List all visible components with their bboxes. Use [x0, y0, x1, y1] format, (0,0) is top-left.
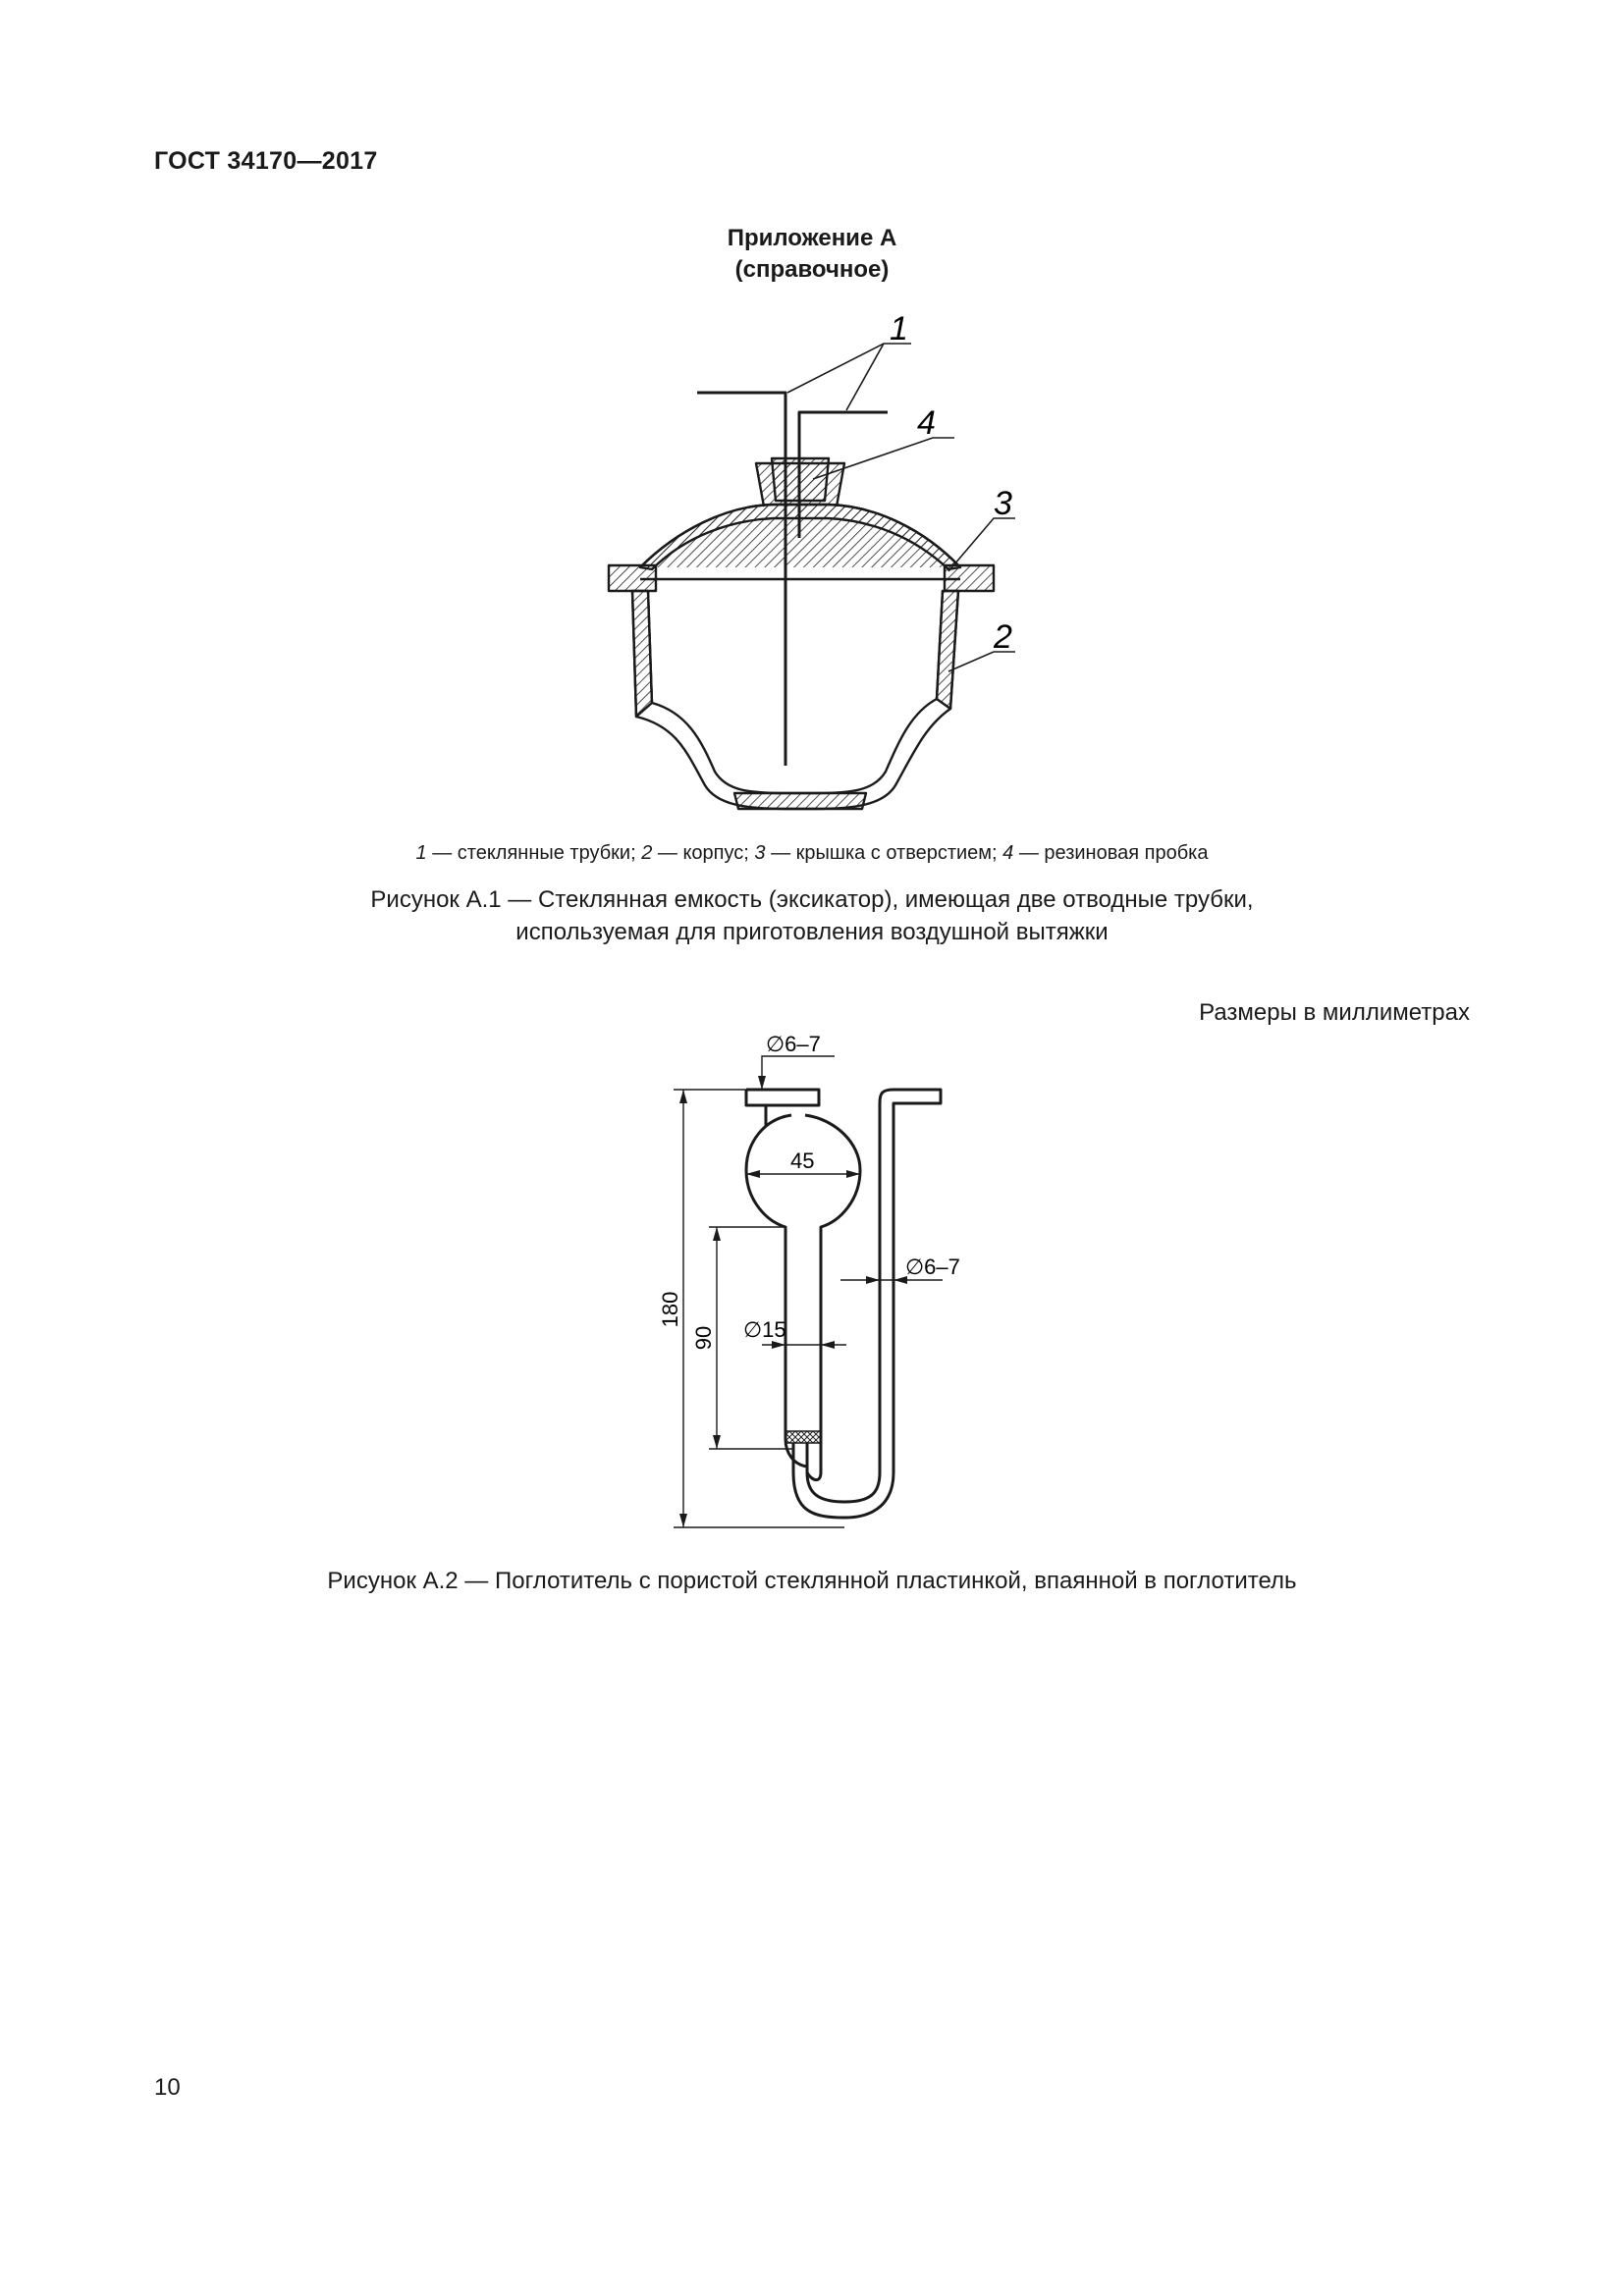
page-number: 10 [154, 2074, 181, 2101]
figure-a2-caption: Рисунок А.2 — Поглотитель с пористой стеклянной пластинкой, впаянной в поглотитель [327, 1568, 1297, 1594]
annex-title: Приложение А [727, 225, 897, 251]
legend-text-3: — крышка с отверстием; [765, 842, 1003, 864]
dim-total-height: 180 [658, 1291, 682, 1328]
legend-num-3: 3 [754, 842, 766, 864]
legend-text-4: — резиновая пробка [1013, 842, 1209, 864]
callout-1: 1 [890, 310, 908, 347]
legend-text-1: — стеклянные трубки; [426, 842, 642, 864]
callout-2: 2 [994, 618, 1012, 656]
figure-a1-caption-line2: используемая для приготовления воздушной вытяжки [515, 919, 1109, 945]
legend-num-4: 4 [1002, 842, 1014, 864]
dim-stem-diameter: ∅15 [743, 1317, 786, 1342]
figure-a1-desiccator [589, 304, 1041, 815]
dim-stem-length: 90 [691, 1325, 716, 1351]
figure-a1-caption-line1: Рисунок А.1 — Стеклянная емкость (эксикатор), имеющая две отводные трубки, [370, 886, 1254, 913]
dim-inlet-diameter: ∅6–7 [766, 1032, 821, 1056]
dim-bulb-diameter: 45 [790, 1148, 815, 1173]
legend-num-1: 1 [415, 842, 427, 864]
annex-status: (справочное) [734, 256, 890, 283]
units-note: Размеры в миллиметрах [1199, 999, 1470, 1026]
figure-a1-legend [0, 842, 1624, 865]
callout-3: 3 [994, 485, 1012, 522]
figure-a2-absorber [638, 1021, 992, 1551]
dim-outlet-diameter: ∅6–7 [905, 1255, 960, 1279]
legend-text-2: — корпус; [652, 842, 755, 864]
legend-num-2: 2 [641, 842, 653, 864]
callout-4: 4 [917, 404, 936, 442]
document-header: ГОСТ 34170—2017 [154, 147, 378, 175]
